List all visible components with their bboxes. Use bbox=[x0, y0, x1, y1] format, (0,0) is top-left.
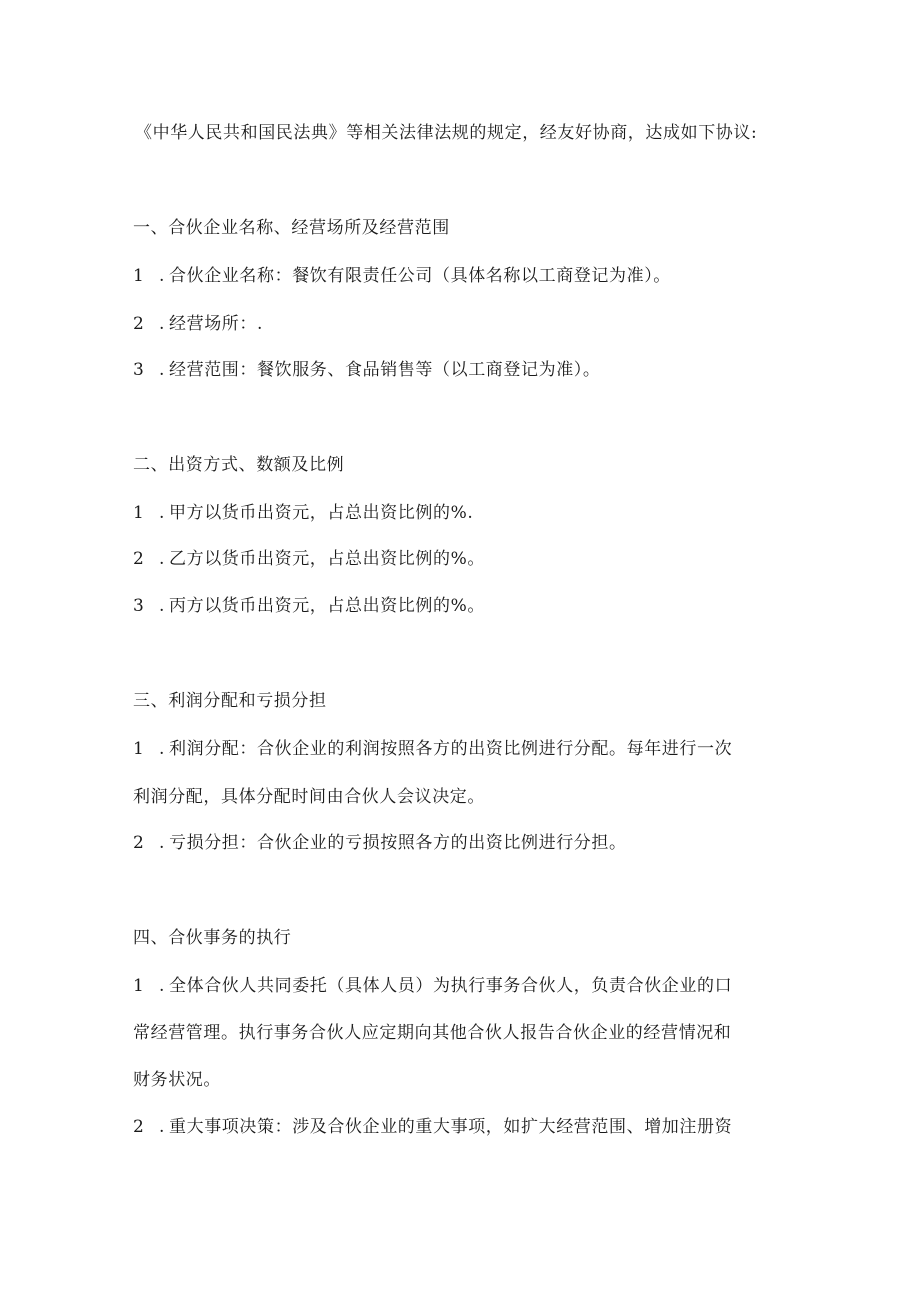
section-4-item-1: 1 . 全体合伙人共同委托（具体人员）为执行事务合伙人，负责合伙企业的口 bbox=[133, 976, 733, 996]
item-text: 利润分配：合伙企业的利润按照各方的出资比例进行分配。每年进行一次 bbox=[169, 739, 733, 759]
item-number: 2 bbox=[133, 1117, 145, 1137]
item-number: 3 bbox=[133, 596, 145, 616]
item-text: 甲方以货币出资元，占总出资比例的%. bbox=[169, 503, 474, 523]
item-text: 经营范围：餐饮服务、食品销售等（以工商登记为准）。 bbox=[169, 360, 601, 380]
item-text: 经营场所：. bbox=[169, 314, 264, 334]
section-2-item-1: 1 . 甲方以货币出资元，占总出资比例的%. bbox=[133, 503, 474, 523]
section-heading-3: 三、利润分配和亏损分担 bbox=[133, 691, 327, 711]
item-text: 亏损分担：合伙企业的亏损按照各方的出资比例进行分担。 bbox=[169, 833, 627, 853]
section-heading-2: 二、出资方式、数额及比例 bbox=[133, 455, 345, 475]
section-heading-1: 一、合伙企业名称、经营场所及经营范围 bbox=[133, 218, 450, 238]
item-text: 丙方以货币出资元，占总出资比例的%。 bbox=[169, 596, 485, 616]
section-3-item-1-continuation: 利润分配，具体分配时间由合伙人会议决定。 bbox=[133, 787, 485, 807]
section-3-item-2: 2 . 亏损分担：合伙企业的亏损按照各方的出资比例进行分担。 bbox=[133, 833, 627, 853]
item-number: 2 bbox=[133, 549, 145, 569]
section-heading-4: 四、合伙事务的执行 bbox=[133, 928, 292, 948]
intro-paragraph: 《中华人民共和国民法典》等相关法律法规的规定，经友好协商，达成如下协议: bbox=[135, 123, 758, 143]
section-3-item-1: 1 . 利润分配：合伙企业的利润按照各方的出资比例进行分配。每年进行一次 bbox=[133, 739, 733, 759]
item-number: 3 bbox=[133, 360, 145, 380]
section-4-item-2: 2 . 重大事项决策：涉及合伙企业的重大事项，如扩大经营范围、增加注册资 bbox=[133, 1117, 733, 1137]
section-2-item-2: 2 . 乙方以货币出资元，占总出资比例的%。 bbox=[133, 549, 485, 569]
item-number: 1 bbox=[133, 503, 145, 523]
item-number: 1 bbox=[133, 976, 145, 996]
section-1-item-1: 1 . 合伙企业名称：餐饮有限责任公司（具体名称以工商登记为准）。 bbox=[133, 266, 671, 286]
section-4-item-1-continuation: 财务状况。 bbox=[133, 1070, 221, 1090]
item-number: 1 bbox=[133, 739, 145, 759]
item-number: 2 bbox=[133, 314, 145, 334]
item-number: 2 bbox=[133, 833, 145, 853]
item-text: 乙方以货币出资元，占总出资比例的%。 bbox=[169, 549, 485, 569]
item-text: 重大事项决策：涉及合伙企业的重大事项，如扩大经营范围、增加注册资 bbox=[169, 1117, 733, 1137]
item-number: 1 bbox=[133, 266, 145, 286]
section-1-item-3: 3 . 经营范围：餐饮服务、食品销售等（以工商登记为准）。 bbox=[133, 360, 601, 380]
item-text: 合伙企业名称：餐饮有限责任公司（具体名称以工商登记为准）。 bbox=[169, 266, 671, 286]
section-4-item-1-continuation: 常经营管理。执行事务合伙人应定期向其他合伙人报告合伙企业的经营情况和 bbox=[133, 1023, 732, 1043]
section-1-item-2: 2 . 经营场所：. bbox=[133, 314, 264, 334]
section-2-item-3: 3 . 丙方以货币出资元，占总出资比例的%。 bbox=[133, 596, 485, 616]
item-text: 全体合伙人共同委托（具体人员）为执行事务合伙人，负责合伙企业的口 bbox=[169, 976, 733, 996]
